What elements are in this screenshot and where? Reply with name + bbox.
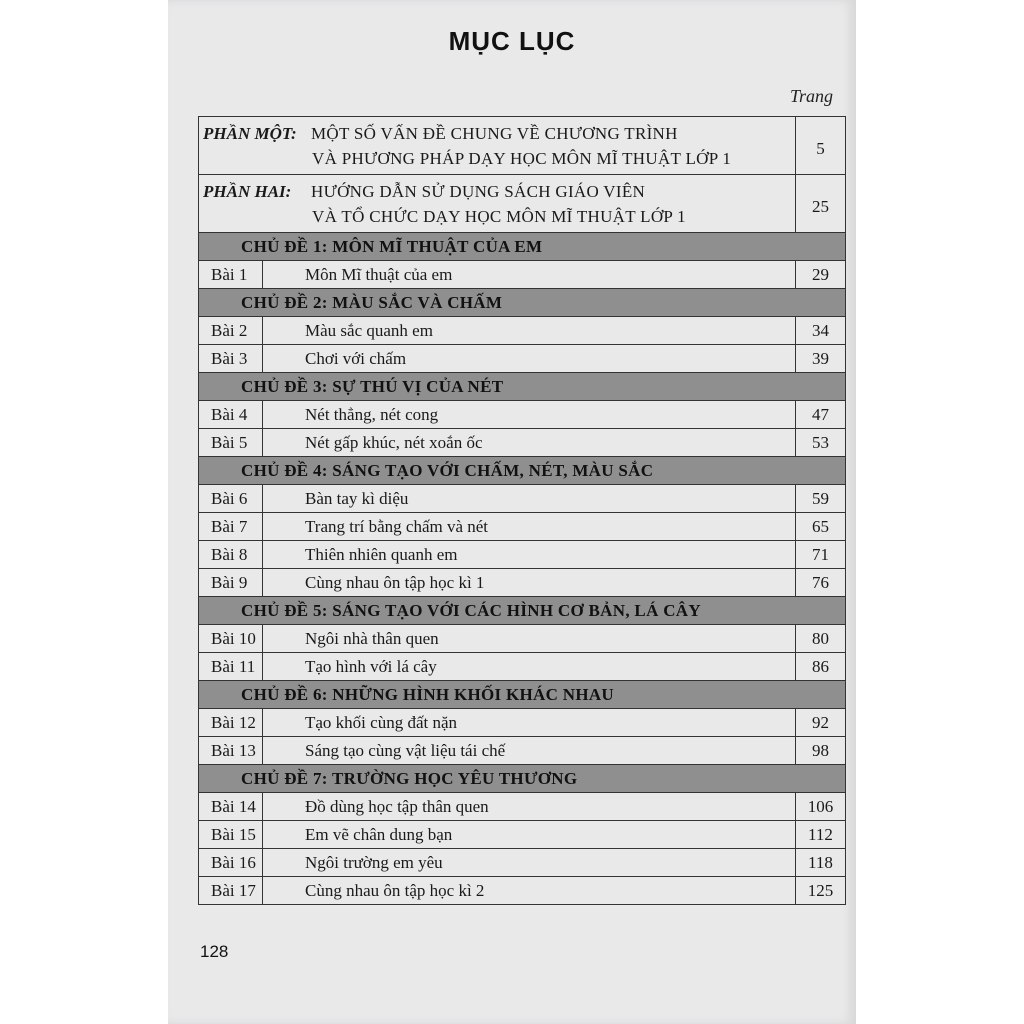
lesson-row xyxy=(199,541,846,569)
lesson-number: Bài 17 xyxy=(199,877,263,904)
lesson-row xyxy=(199,821,846,849)
topic-row xyxy=(199,373,846,401)
lesson-number: Bài 15 xyxy=(199,821,263,848)
topic-title: CHỦ ĐỀ 6: NHỮNG HÌNH KHỐI KHÁC NHAU xyxy=(199,681,846,709)
lesson-row xyxy=(199,709,846,737)
lesson-page-number: 92 xyxy=(795,709,845,737)
lesson-name: Môn Mĩ thuật của em xyxy=(305,264,453,284)
lesson-page-number: 65 xyxy=(795,513,845,541)
lesson-name: Cùng nhau ôn tập học kì 2 xyxy=(305,880,485,900)
part-label: PHẦN MỘT: xyxy=(203,123,297,143)
lesson-name: Thiên nhiên quanh em xyxy=(305,544,458,564)
lesson-number: Bài 3 xyxy=(199,345,263,372)
part-title-line2: VÀ TỔ CHỨC DẠY HỌC MÔN MĨ THUẬT LỚP 1 xyxy=(312,206,686,226)
lesson-name: Em vẽ chân dung bạn xyxy=(305,824,453,844)
lesson-number: Bài 11 xyxy=(199,653,263,680)
topic-row xyxy=(199,289,846,317)
lesson-name: Sáng tạo cùng vật liệu tái chế xyxy=(305,740,506,760)
topic-row xyxy=(199,681,846,709)
part-row xyxy=(199,175,846,233)
lesson-page-number: 59 xyxy=(795,485,845,513)
page-column-label: Trang xyxy=(790,86,834,106)
lesson-page-number: 76 xyxy=(795,569,845,597)
part-page-number: 5 xyxy=(795,117,845,175)
lesson-page-number: 86 xyxy=(795,653,845,681)
lesson-name: Nét gấp khúc, nét xoắn ốc xyxy=(305,432,483,452)
lesson-number: Bài 7 xyxy=(199,513,263,540)
topic-title: CHỦ ĐỀ 7: TRƯỜNG HỌC YÊU THƯƠNG xyxy=(199,765,846,793)
lesson-number: Bài 6 xyxy=(199,485,263,512)
lesson-page-number: 34 xyxy=(795,317,845,345)
lesson-row xyxy=(199,317,846,345)
topic-title: CHỦ ĐỀ 2: MÀU SẮC VÀ CHẤM xyxy=(199,289,846,317)
lesson-number: Bài 16 xyxy=(199,849,263,876)
lesson-page-number: 106 xyxy=(795,793,845,821)
lesson-number: Bài 1 xyxy=(199,261,263,288)
topic-row xyxy=(199,233,846,261)
lesson-row xyxy=(199,345,846,373)
topic-title: CHỦ ĐỀ 1: MÔN MĨ THUẬT CỦA EM xyxy=(199,233,846,261)
lesson-number: Bài 13 xyxy=(199,737,263,764)
lesson-name: Đồ dùng học tập thân quen xyxy=(305,796,489,816)
lesson-page-number: 118 xyxy=(795,849,845,877)
part-title-line2: VÀ PHƯƠNG PHÁP DẠY HỌC MÔN MĨ THUẬT LỚP 1 xyxy=(312,148,732,168)
lesson-name: Ngôi nhà thân quen xyxy=(305,628,439,648)
lesson-name: Cùng nhau ôn tập học kì 1 xyxy=(305,572,485,592)
part-title-line1: HƯỚNG DẪN SỬ DỤNG SÁCH GIÁO VIÊN xyxy=(311,181,646,201)
lesson-page-number: 80 xyxy=(795,625,845,653)
lesson-row xyxy=(199,793,846,821)
lesson-number: Bài 2 xyxy=(199,317,263,344)
lesson-name: Tạo hình với lá cây xyxy=(305,656,437,676)
lesson-row xyxy=(199,261,846,289)
part-label: PHẦN HAI: xyxy=(203,181,292,201)
lesson-row xyxy=(199,653,846,681)
lesson-row xyxy=(199,625,846,653)
topic-title: CHỦ ĐỀ 5: SÁNG TẠO VỚI CÁC HÌNH CƠ BẢN, LÁ CÂY xyxy=(199,597,846,625)
lesson-page-number: 98 xyxy=(795,737,845,765)
lesson-page-number: 112 xyxy=(795,821,845,849)
lesson-row xyxy=(199,569,846,597)
lesson-name: Màu sắc quanh em xyxy=(305,320,433,340)
lesson-number: Bài 8 xyxy=(199,541,263,568)
part-page-number: 25 xyxy=(795,175,845,233)
lesson-row xyxy=(199,401,846,429)
lesson-number: Bài 14 xyxy=(199,793,263,820)
lesson-row xyxy=(199,513,846,541)
page-title: MỤC LỤC xyxy=(448,26,576,56)
lesson-name: Trang trí bằng chấm và nét xyxy=(305,516,489,536)
lesson-number: Bài 4 xyxy=(199,401,263,428)
lesson-row xyxy=(199,877,846,905)
topic-title: CHỦ ĐỀ 3: SỰ THÚ VỊ CỦA NÉT xyxy=(199,373,846,401)
topic-row xyxy=(199,597,846,625)
lesson-number: Bài 5 xyxy=(199,429,263,456)
lesson-page-number: 53 xyxy=(795,429,845,457)
lesson-name: Tạo khối cùng đất nặn xyxy=(305,712,458,732)
lesson-page-number: 125 xyxy=(795,877,845,905)
topic-row xyxy=(199,457,846,485)
topic-row xyxy=(199,765,846,793)
topic-title: CHỦ ĐỀ 4: SÁNG TẠO VỚI CHẤM, NÉT, MÀU SẮC xyxy=(199,457,846,485)
lesson-page-number: 71 xyxy=(795,541,845,569)
lesson-name: Nét thẳng, nét cong xyxy=(305,404,439,424)
footer-page-number: 128 xyxy=(200,942,229,961)
lesson-name: Bàn tay kì diệu xyxy=(305,488,409,508)
lesson-name: Ngôi trường em yêu xyxy=(305,852,443,872)
lesson-row xyxy=(199,429,846,457)
part-row xyxy=(199,117,846,175)
lesson-row xyxy=(199,849,846,877)
lesson-number: Bài 10 xyxy=(199,625,263,652)
part-title-line1: MỘT SỐ VẤN ĐỀ CHUNG VỀ CHƯƠNG TRÌNH xyxy=(311,123,678,143)
lesson-number: Bài 9 xyxy=(199,569,263,596)
table-of-contents xyxy=(198,116,846,905)
lesson-number: Bài 12 xyxy=(199,709,263,736)
lesson-page-number: 39 xyxy=(795,345,845,373)
lesson-page-number: 29 xyxy=(795,261,845,289)
lesson-name: Chơi với chấm xyxy=(305,348,407,368)
lesson-row xyxy=(199,485,846,513)
lesson-row xyxy=(199,737,846,765)
lesson-page-number: 47 xyxy=(795,401,845,429)
